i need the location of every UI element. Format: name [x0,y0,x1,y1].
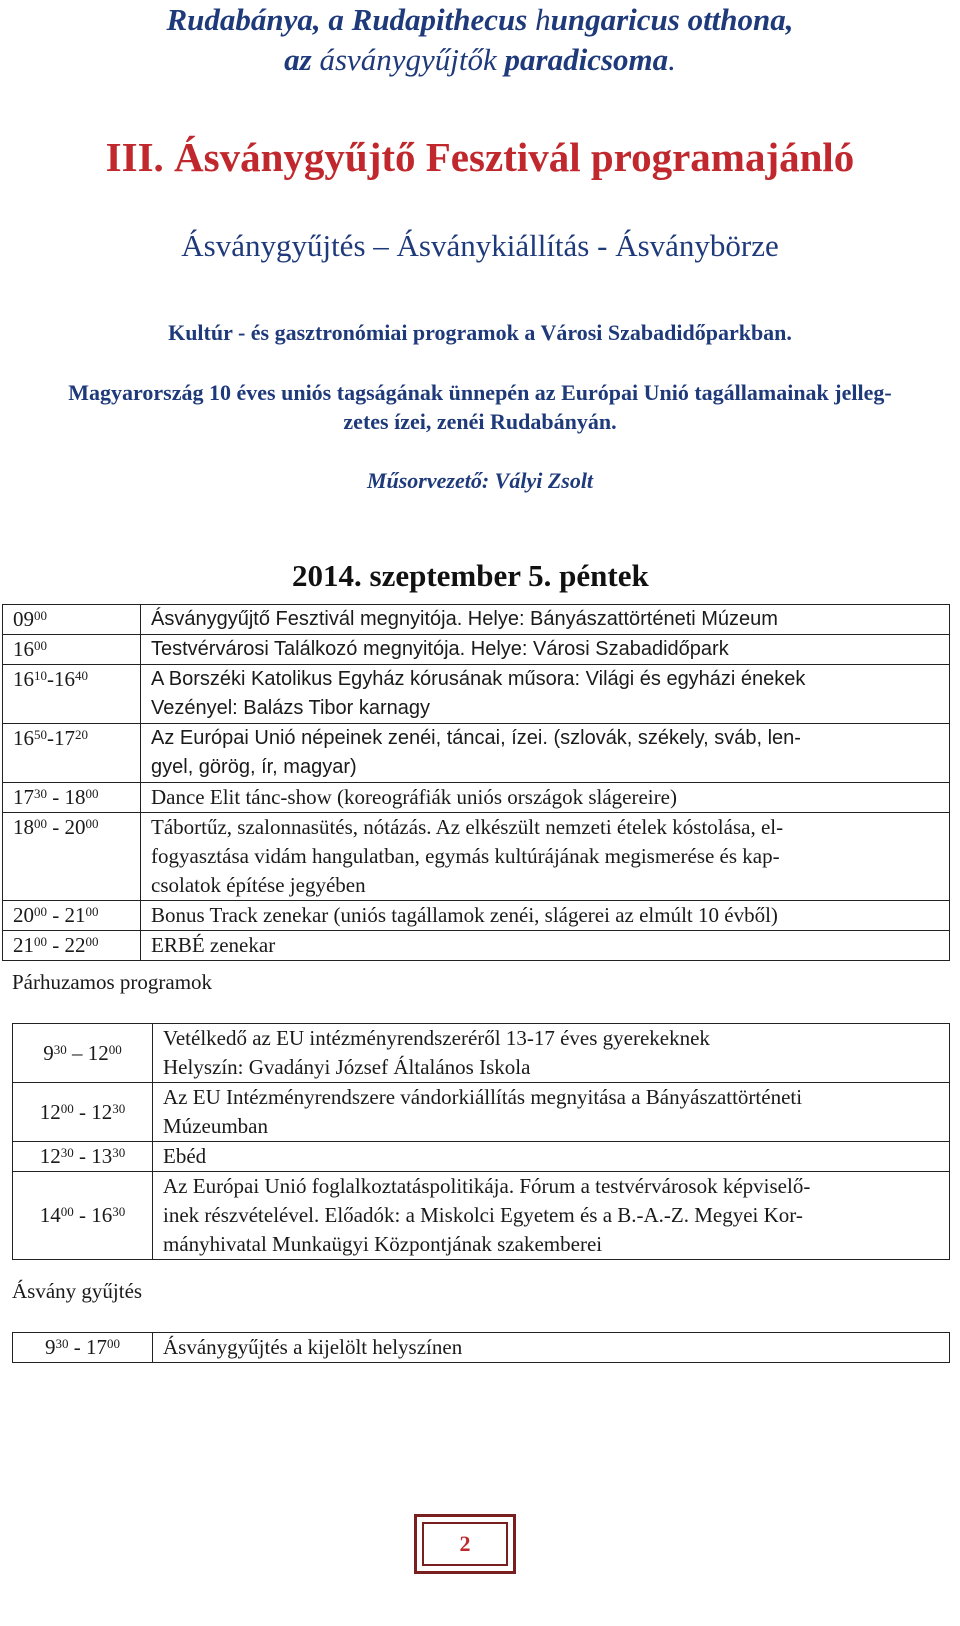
schedule-time: $18^{00} - 20^{00}$ [3,813,141,901]
description-line: Ásványgyűjtő Fesztivál megnyitója. Helye: Bányászattörténeti Múzeum [151,608,778,630]
description-line: Testvérvárosi Találkozó megnyitója. Helye: Városi Szabadidőpark [151,638,729,660]
description-line: mányhivatal Munkaügyi Központjának szakemberei [163,1232,603,1256]
description-line: Vetélkedő az EU intézményrendszeréről 13-17 éves gyerekeknek [163,1026,710,1050]
schedule-time: $16^{50}-17^{20}$ [3,724,141,783]
description-line: Múzeumban [163,1114,268,1138]
host-name: Műsorvezető: Vályi Zsolt [366,468,594,493]
parallel-schedule-table [12,1023,950,1260]
description-line: csolatok építése jegyében [151,873,366,897]
description-line: Dance Elit tánc-show (koreográfiák uniós országok slágereire) [151,785,677,809]
schedule-row [13,1024,950,1083]
description-line: Tábortűz, szalonnasütés, nótázás. Az elkészült nemzeti ételek kóstolása, el- [151,815,784,839]
description-line: Vezényel: Balázs Tibor karnagy [151,697,431,719]
description-line: Az Európai Unió foglalkoztatáspolitikája. Fórum a testvérvárosok képviselő- [163,1174,811,1198]
page-number-box [414,1514,516,1574]
schedule-time: $12^{30} - 13^{30}$ [13,1142,153,1172]
schedule-row [13,1142,950,1172]
parallel-programs-heading: Párhuzamos programok [12,970,213,994]
mineral-collecting-heading: Ásvány gyűjtés [12,1279,143,1303]
schedule-row [3,724,950,783]
schedule-row [3,901,950,931]
schedule-time: $9^{30} - 12^{00}$ [13,1024,153,1083]
description-line: Bonus Track zenekar (uniós tagállamok zenéi, slágerei az elmúlt 10 évből) [151,903,778,927]
schedule-time: $17^{30} - 18^{00}$ [3,783,141,813]
schedule-description [153,1142,950,1172]
schedule-description [153,1172,950,1260]
description-line: inek részvételével. Előadók: a Miskolci Egyetem és a B.-A.-Z. Megyei Kor- [163,1203,803,1227]
schedule-description [141,813,950,901]
schedule-time: $14^{00} - 16^{30}$ [13,1172,153,1260]
schedule-description [153,1083,950,1142]
schedule-description [141,635,950,665]
mineral-schedule-table [12,1332,950,1363]
page-number: 2 [422,1522,508,1566]
main-schedule-table [2,604,950,961]
schedule-time: $12^{00} - 12^{30}$ [13,1083,153,1142]
description-line: ERBÉ zenekar [151,933,276,957]
description-line: A Borszéki Katolikus Egyház kórusának műsora: Világi és egyházi énekek [151,668,806,690]
anniversary-text: Magyarország 10 éves uniós tagságának ünnepén az Európai Unió tagállamainak jelleg- zetes ízei, zenéi Rudabányán. [68,380,892,434]
schedule-description [141,901,950,931]
schedule-row [13,1172,950,1260]
header-title [0,0,960,80]
schedule-time: $09^{00}$ [3,605,141,635]
schedule-description [141,605,950,635]
event-date: 2014. szeptember 5. péntek [292,558,649,593]
schedule-time: $20^{00} - 21^{00}$ [3,901,141,931]
schedule-description [153,1024,950,1083]
schedule-time: $9^{30} - 17^{00}$ [13,1333,153,1363]
schedule-description [141,665,950,724]
schedule-row [3,813,950,901]
description-line: Az EU Intézményrendszere vándorkiállítás megnyitása a Bányászattörténeti [163,1085,803,1109]
schedule-row [13,1083,950,1142]
schedule-time: $21^{00} - 22^{00}$ [3,931,141,961]
schedule-description [153,1333,950,1363]
schedule-description [141,931,950,961]
schedule-row [3,605,950,635]
program-intro: Kultúr - és gasztronómiai programok a Városi Szabadidőparkban. [168,320,792,345]
schedule-time: $16^{10}-16^{40}$ [3,665,141,724]
festival-title: III. Ásványgyűjtő Fesztivál programajánló [105,134,855,180]
schedule-description [141,783,950,813]
subtitle: Ásványgyűjtés – Ásványkiállítás - Ásványbörze [181,228,779,263]
description-line: fogyasztása vidám hangulatban, egymás kultúrájának megismerése és kap- [151,844,780,868]
description-line: Ebéd [163,1144,207,1168]
schedule-row [3,931,950,961]
header-line-1: Rudabánya, a Rudapithecus hungaricus otthona, [166,2,794,37]
schedule-row [3,665,950,724]
schedule-row [3,635,950,665]
schedule-row [13,1333,950,1363]
description-line: Az Európai Unió népeinek zenéi, táncai, ízei. (szlovák, székely, sváb, len- [151,727,801,749]
schedule-description [141,724,950,783]
description-line: Helyszín: Gvadányi József Általános Iskola [163,1055,531,1079]
description-line: Ásványgyűjtés a kijelölt helyszínen [163,1335,463,1359]
schedule-row [3,783,950,813]
schedule-time: $16^{00}$ [3,635,141,665]
header-line-2: az ásványgyűjtők paradicsoma. [284,42,676,77]
description-line: gyel, görög, ír, magyar) [151,756,357,778]
